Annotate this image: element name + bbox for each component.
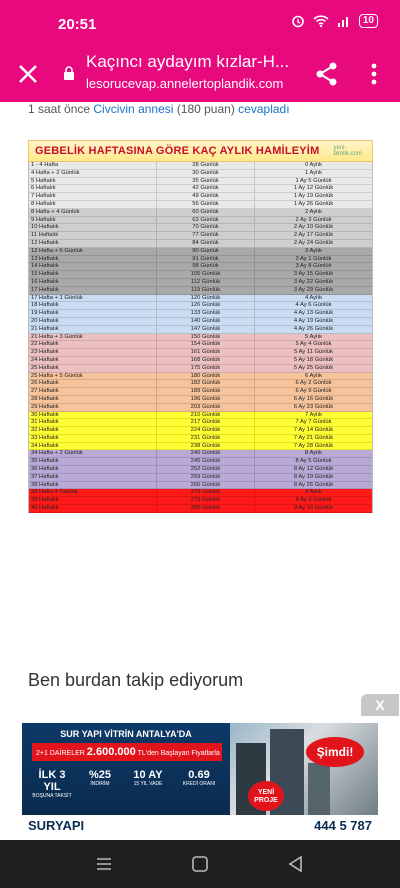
ad-stat-label: BOŞUNA TAKSİT [32, 793, 72, 799]
table-cell-week: 31 Haftalık [29, 419, 157, 426]
table-cell-days: 224 Günlük [157, 427, 255, 434]
table-cell-week: 11 Haftalık [29, 232, 157, 239]
pregnancy-table-image[interactable] [28, 140, 373, 654]
table-row [29, 162, 372, 170]
table-row [29, 170, 372, 178]
follow-text: Ben burdan takip ediyorum [28, 670, 244, 690]
table-row [29, 388, 372, 396]
answer-points: (180 puan) [176, 102, 235, 116]
table-cell-months: 6 Aylık [305, 372, 322, 379]
table-cell-months: 8 Ay 26 Günlük [293, 481, 334, 488]
table-row [29, 450, 372, 458]
close-icon[interactable] [14, 60, 42, 88]
table-cell-months: 5 Ay 25 Günlük [293, 364, 334, 371]
table-cell-days: 154 Günlük [157, 341, 255, 348]
table-cell-days: 70 Günlük [157, 224, 255, 231]
ad-stat [174, 769, 224, 787]
table-cell-week: 15 Haftalık [29, 271, 157, 278]
table-cell-months: 5 Aylık [305, 333, 322, 340]
ad-stat-value: 10 AY [133, 769, 163, 781]
table-cell-months: 9 Ay 10 Günlük [293, 505, 334, 512]
table-row [29, 310, 372, 318]
table-cell-days: 56 Günlük [157, 201, 255, 208]
table-cell-week: 28 Haftalık [29, 396, 157, 403]
table-cell-months: 2 Ay 10 Günlük [293, 224, 334, 231]
table-cell-week: 35 Haftalık [29, 458, 157, 465]
table-cell-days: 266 Günlük [157, 482, 255, 489]
table-row [29, 193, 372, 201]
table-row [29, 349, 372, 357]
table-row [29, 287, 372, 295]
recent-apps-icon[interactable] [94, 854, 114, 874]
table-row [29, 224, 372, 232]
table-cell-months: 6 Ay 2 Günlük [295, 380, 332, 387]
table-cell-days: 168 Günlük [157, 357, 255, 364]
ad-promo-price: 2.600.000 [86, 746, 136, 758]
table-row [29, 373, 372, 381]
table-cell-months: 4 Ay 6 Günlük [295, 302, 332, 309]
home-icon[interactable] [190, 854, 210, 874]
table-cell-week: 25 Hafta + 5 Günlük [29, 373, 157, 380]
table-cell-week: 33 Haftalık [29, 435, 157, 442]
table-cell-week: 27 Haftalık [29, 388, 157, 395]
ad-banner[interactable] [22, 723, 378, 835]
table-cell-week: 23 Haftalık [29, 349, 157, 356]
table-cell-week: 19 Haftalık [29, 310, 157, 317]
answer-time: 1 saat önce [28, 102, 91, 116]
table-row [29, 505, 372, 513]
table-cell-months: 3 Aylık [305, 247, 322, 254]
table-cell-days: 120 Günlük [157, 295, 255, 302]
table-cell-days: 112 Günlük [157, 279, 255, 286]
table-cell-days: 196 Günlük [157, 396, 255, 403]
table-row [29, 419, 372, 427]
table-cell-days: 280 Günlük [157, 505, 255, 512]
more-options-icon[interactable] [364, 60, 384, 88]
table-row [29, 412, 372, 420]
table-cell-week: 21 Haftalık [29, 326, 157, 333]
table-cell-week: 7 Haftalık [29, 193, 157, 200]
table-cell-days: 133 Günlük [157, 310, 255, 317]
table-cell-months: 2 Ay 24 Günlük [293, 239, 334, 246]
table-title: GEBELİK HAFTASINA GÖRE KAÇ AYLIK HAMİLEYİM [35, 145, 320, 157]
ad-promo-prefix: 2+1 DAİRELER [36, 750, 85, 757]
table-cell-week: 25 Haftalık [29, 365, 157, 372]
table-cell-months: 3 Ay 8 Günlük [295, 263, 332, 270]
table-cell-week: 21 Hafta + 3 Günlük [29, 334, 157, 341]
table-cell-months: 7 Ay 7 Günlük [295, 419, 332, 426]
ad-footer [22, 815, 378, 835]
table-cell-days: 84 Günlük [157, 240, 255, 247]
table-cell-months: 7 Aylık [305, 411, 322, 418]
ad-brand-logo: SURYAPI [28, 818, 85, 833]
table-cell-months: 1 Ay 26 Günlük [293, 200, 334, 207]
table-cell-months: 0 Aylık [305, 162, 322, 168]
table-cell-days: 175 Günlük [157, 365, 255, 372]
table-row [29, 263, 372, 271]
table-cell-days: 150 Günlük [157, 334, 255, 341]
table-cell-week: 29 Haftalık [29, 404, 157, 411]
table-cell-week: 4 Hafta + 2 Günlük [29, 170, 157, 177]
table-row [29, 489, 372, 497]
table-row [29, 256, 372, 264]
table-cell-months: 8 Ay 5 Günlük [295, 458, 332, 465]
table-row [29, 248, 372, 256]
table-row [29, 232, 372, 240]
table-row [29, 201, 372, 209]
table-cell-months: 3 Ay 29 Günlük [293, 286, 334, 293]
table-cell-days: 77 Günlük [157, 232, 255, 239]
table-cell-week: 36 Haftalık [29, 466, 157, 473]
ad-stat [78, 769, 122, 787]
table-cell-days: 49 Günlük [157, 193, 255, 200]
table-cell-days: 238 Günlük [157, 443, 255, 450]
table-cell-week: 34 Hafta + 2 Günlük [29, 450, 157, 457]
table-cell-days: 147 Günlük [157, 326, 255, 333]
ad-close-button[interactable]: X [361, 694, 399, 716]
table-row [29, 271, 372, 279]
table-cell-days: 30 Günlük [157, 170, 255, 177]
table-cell-months: 1 Ay 12 Günlük [293, 185, 334, 192]
ad-building-shape [308, 763, 330, 815]
browser-toolbar [0, 48, 400, 102]
table-cell-days: 35 Günlük [157, 178, 255, 185]
table-cell-days: 270 Günlük [157, 489, 255, 496]
table-cell-week: 17 Hafta + 1 Günlük [29, 295, 157, 302]
ad-headline: SUR YAPI VİTRİN ANTALYA'DA [60, 729, 192, 739]
table-cell-months: 1 Aylık [305, 169, 322, 176]
table-cell-months: 2 Aylık [305, 208, 322, 215]
wifi-icon [313, 14, 329, 28]
table-row [29, 482, 372, 490]
table-cell-months: 6 Ay 16 Günlük [293, 395, 334, 402]
table-cell-days: 203 Günlük [157, 404, 255, 411]
table-row [29, 178, 372, 186]
signal-icon [337, 14, 351, 28]
table-row [29, 497, 372, 505]
table-cell-months: 3 Ay 1 Günlük [295, 255, 332, 262]
ad-promo [32, 743, 222, 761]
table-row [29, 318, 372, 326]
table-row [29, 217, 372, 225]
table-row [29, 334, 372, 342]
share-icon[interactable] [314, 60, 340, 88]
alarm-icon [291, 14, 305, 28]
table-cell-week: 39 Haftalık [29, 497, 157, 504]
table-cell-months: 6 Ay 23 Günlük [293, 403, 334, 410]
table-cell-months: 3 Ay 15 Günlük [293, 271, 334, 278]
table-cell-week: 9 Haftalık [29, 217, 157, 224]
table-cell-week: 18 Haftalık [29, 302, 157, 309]
table-row [29, 380, 372, 388]
table-row [29, 240, 372, 248]
table-cell-months: 4 Ay 19 Günlük [293, 317, 334, 324]
table-cell-days: 42 Günlük [157, 185, 255, 192]
table-cell-days: 60 Günlük [157, 209, 255, 216]
table-cell-days: 140 Günlük [157, 318, 255, 325]
back-icon[interactable] [286, 854, 306, 874]
ad-stat-label: 15 YIL VADE [133, 781, 163, 787]
page-title: Kaçıncı aydayım kızlar-H... [86, 52, 290, 71]
table-row [29, 396, 372, 404]
ad-simdi-badge: Şimdi! [306, 737, 364, 767]
answer-user-link[interactable]: Civcivin annesi [93, 102, 174, 116]
table-row [29, 427, 372, 435]
table-cell-days: 240 Günlük [157, 450, 255, 457]
table-cell-week: 8 Haftalık [29, 201, 157, 208]
table-cell-week: 13 Haftalık [29, 256, 157, 263]
ad-stat [126, 769, 170, 787]
table-cell-days: 210 Günlük [157, 412, 255, 419]
table-cell-week: 34 Haftalık [29, 443, 157, 450]
table-row [29, 209, 372, 217]
ad-stat-value: İLK 3 YIL [38, 769, 66, 793]
table-cell-days: 161 Günlük [157, 349, 255, 356]
status-time: 20:51 [58, 16, 97, 33]
table-cell-days: 259 Günlük [157, 474, 255, 481]
status-icons [291, 14, 378, 28]
table-cell-months: 7 Ay 21 Günlük [293, 434, 334, 441]
table-cell-days: 245 Günlük [157, 458, 255, 465]
table-cell-week: 24 Haftalık [29, 357, 157, 364]
table-cell-months: 3 Ay 22 Günlük [293, 278, 334, 285]
table-row [29, 466, 372, 474]
table-row [29, 302, 372, 310]
answer-meta [28, 102, 290, 116]
ad-new-project-badge: YENİ PROJE [248, 781, 284, 811]
table-row [29, 279, 372, 287]
table-cell-days: 90 Günlük [157, 248, 255, 255]
table-cell-months: 4 Aylık [305, 294, 322, 301]
table-cell-days: 231 Günlük [157, 435, 255, 442]
table-cell-months: 5 Ay 4 Günlük [295, 341, 332, 348]
ad-stat [30, 769, 74, 799]
table-cell-week: 16 Haftalık [29, 279, 157, 286]
table-row [29, 326, 372, 334]
table-cell-week: 17 Haftalık [29, 287, 157, 294]
table-header [28, 140, 373, 162]
table-cell-months: 2 Ay 17 Günlük [293, 232, 334, 239]
table-cell-months: 7 Ay 28 Günlük [293, 442, 334, 449]
table-cell-week: 40 Haftalık [29, 505, 157, 512]
table-cell-days: 217 Günlük [157, 419, 255, 426]
table-cell-days: 180 Günlük [157, 373, 255, 380]
table-row [29, 185, 372, 193]
table-cell-days: 126 Günlük [157, 302, 255, 309]
table-row [29, 474, 372, 482]
table-cell-days: 63 Günlük [157, 217, 255, 224]
table-cell-days: 273 Günlük [157, 497, 255, 504]
table-row [29, 435, 372, 443]
ad-promo-suffix: TL'den Başlayan Fiyatlarla [137, 750, 220, 757]
table-cell-months: 1 Ay 19 Günlük [293, 193, 334, 200]
table-cell-days: 98 Günlük [157, 263, 255, 270]
page-content [0, 102, 400, 718]
table-cell-months: 8 Ay 12 Günlük [293, 466, 334, 473]
table-cell-months: 5 Ay 11 Günlük [294, 349, 333, 356]
ad-phone: 444 5 787 [314, 818, 372, 833]
table-cell-days: 91 Günlük [157, 256, 255, 263]
page-url[interactable]: lesorucevap.annelertoplandik.com [86, 76, 284, 91]
table-cell-week: 38 Haftalık [29, 482, 157, 489]
table-site: yeni-bimlik.com [333, 145, 362, 157]
table-cell-months: 7 Ay 14 Günlük [293, 427, 334, 434]
table-cell-months: 2 Ay 3 Günlük [295, 216, 332, 223]
table-cell-months: 4 Ay 26 Günlük [293, 325, 334, 332]
table-cell-months: 9 Ay 3 Günlük [295, 497, 332, 504]
table-cell-week: 5 Haftalık [29, 178, 157, 185]
table-cell-week: 6 Haftalık [29, 185, 157, 192]
table-cell-week: 22 Haftalık [29, 341, 157, 348]
table-cell-week: 38 Hafta 4 Günlük [29, 489, 157, 496]
table-cell-months: 8 Ay 19 Günlük [293, 473, 334, 480]
answer-action-link[interactable]: cevapladı [238, 102, 290, 116]
table-cell-days: 252 Günlük [157, 466, 255, 473]
ad-banner-area [0, 716, 400, 840]
table-row [29, 458, 372, 466]
ad-stat-label: KREDİ ORANI [182, 781, 216, 787]
table-row [29, 295, 372, 303]
table-cell-week: 12 Haftalık [29, 240, 157, 247]
table-cell-week: 10 Haftalık [29, 224, 157, 231]
ad-stat-value: %25 [88, 769, 112, 781]
table-cell-week: 32 Haftalık [29, 427, 157, 434]
table-row [29, 443, 372, 451]
table-row [29, 341, 372, 349]
table-cell-days: 28 Günlük [157, 162, 255, 169]
table-cell-week: 8 Hafta + 4 Günlük [29, 209, 157, 216]
table-cell-months: 6 Ay 9 Günlük [295, 388, 332, 395]
ad-stat-label: İNDİRİM [90, 781, 110, 787]
status-bar [0, 0, 400, 48]
table-cell-week: 37 Haftalık [29, 474, 157, 481]
table-cell-months: 5 Ay 18 Günlük [293, 356, 334, 363]
table-cell-week: 30 Haftalık [29, 412, 157, 419]
table-row [29, 357, 372, 365]
lock-icon [63, 66, 75, 80]
table-cell-week: 1 - 4 Hafta [29, 162, 157, 169]
table-cell-week: 26 Haftalık [29, 380, 157, 387]
table-cell-months: 9 Aylık [305, 489, 322, 496]
table-cell-months: 1 Ay 5 Günlük [295, 177, 332, 184]
ad-stat-value: 0.69 [188, 769, 210, 781]
navigation-bar [0, 840, 400, 888]
table-row [29, 365, 372, 373]
table-cell-week: 14 Haftalık [29, 263, 157, 270]
table-cell-days: 105 Günlük [157, 271, 255, 278]
table-row [29, 404, 372, 412]
table-cell-week: 12 Hafta + 6 Günlük [29, 248, 157, 255]
table-cell-week: 20 Haftalık [29, 318, 157, 325]
table-cell-months: 8 Aylık [305, 450, 322, 457]
table-cell-days: 119 Günlük [157, 287, 255, 294]
battery-icon: 10 [359, 14, 378, 28]
table-cell-days: 182 Günlük [157, 380, 255, 387]
table-cell-days: 189 Günlük [157, 388, 255, 395]
table-rows [28, 162, 373, 513]
table-cell-months: 4 Ay 13 Günlük [293, 310, 334, 317]
